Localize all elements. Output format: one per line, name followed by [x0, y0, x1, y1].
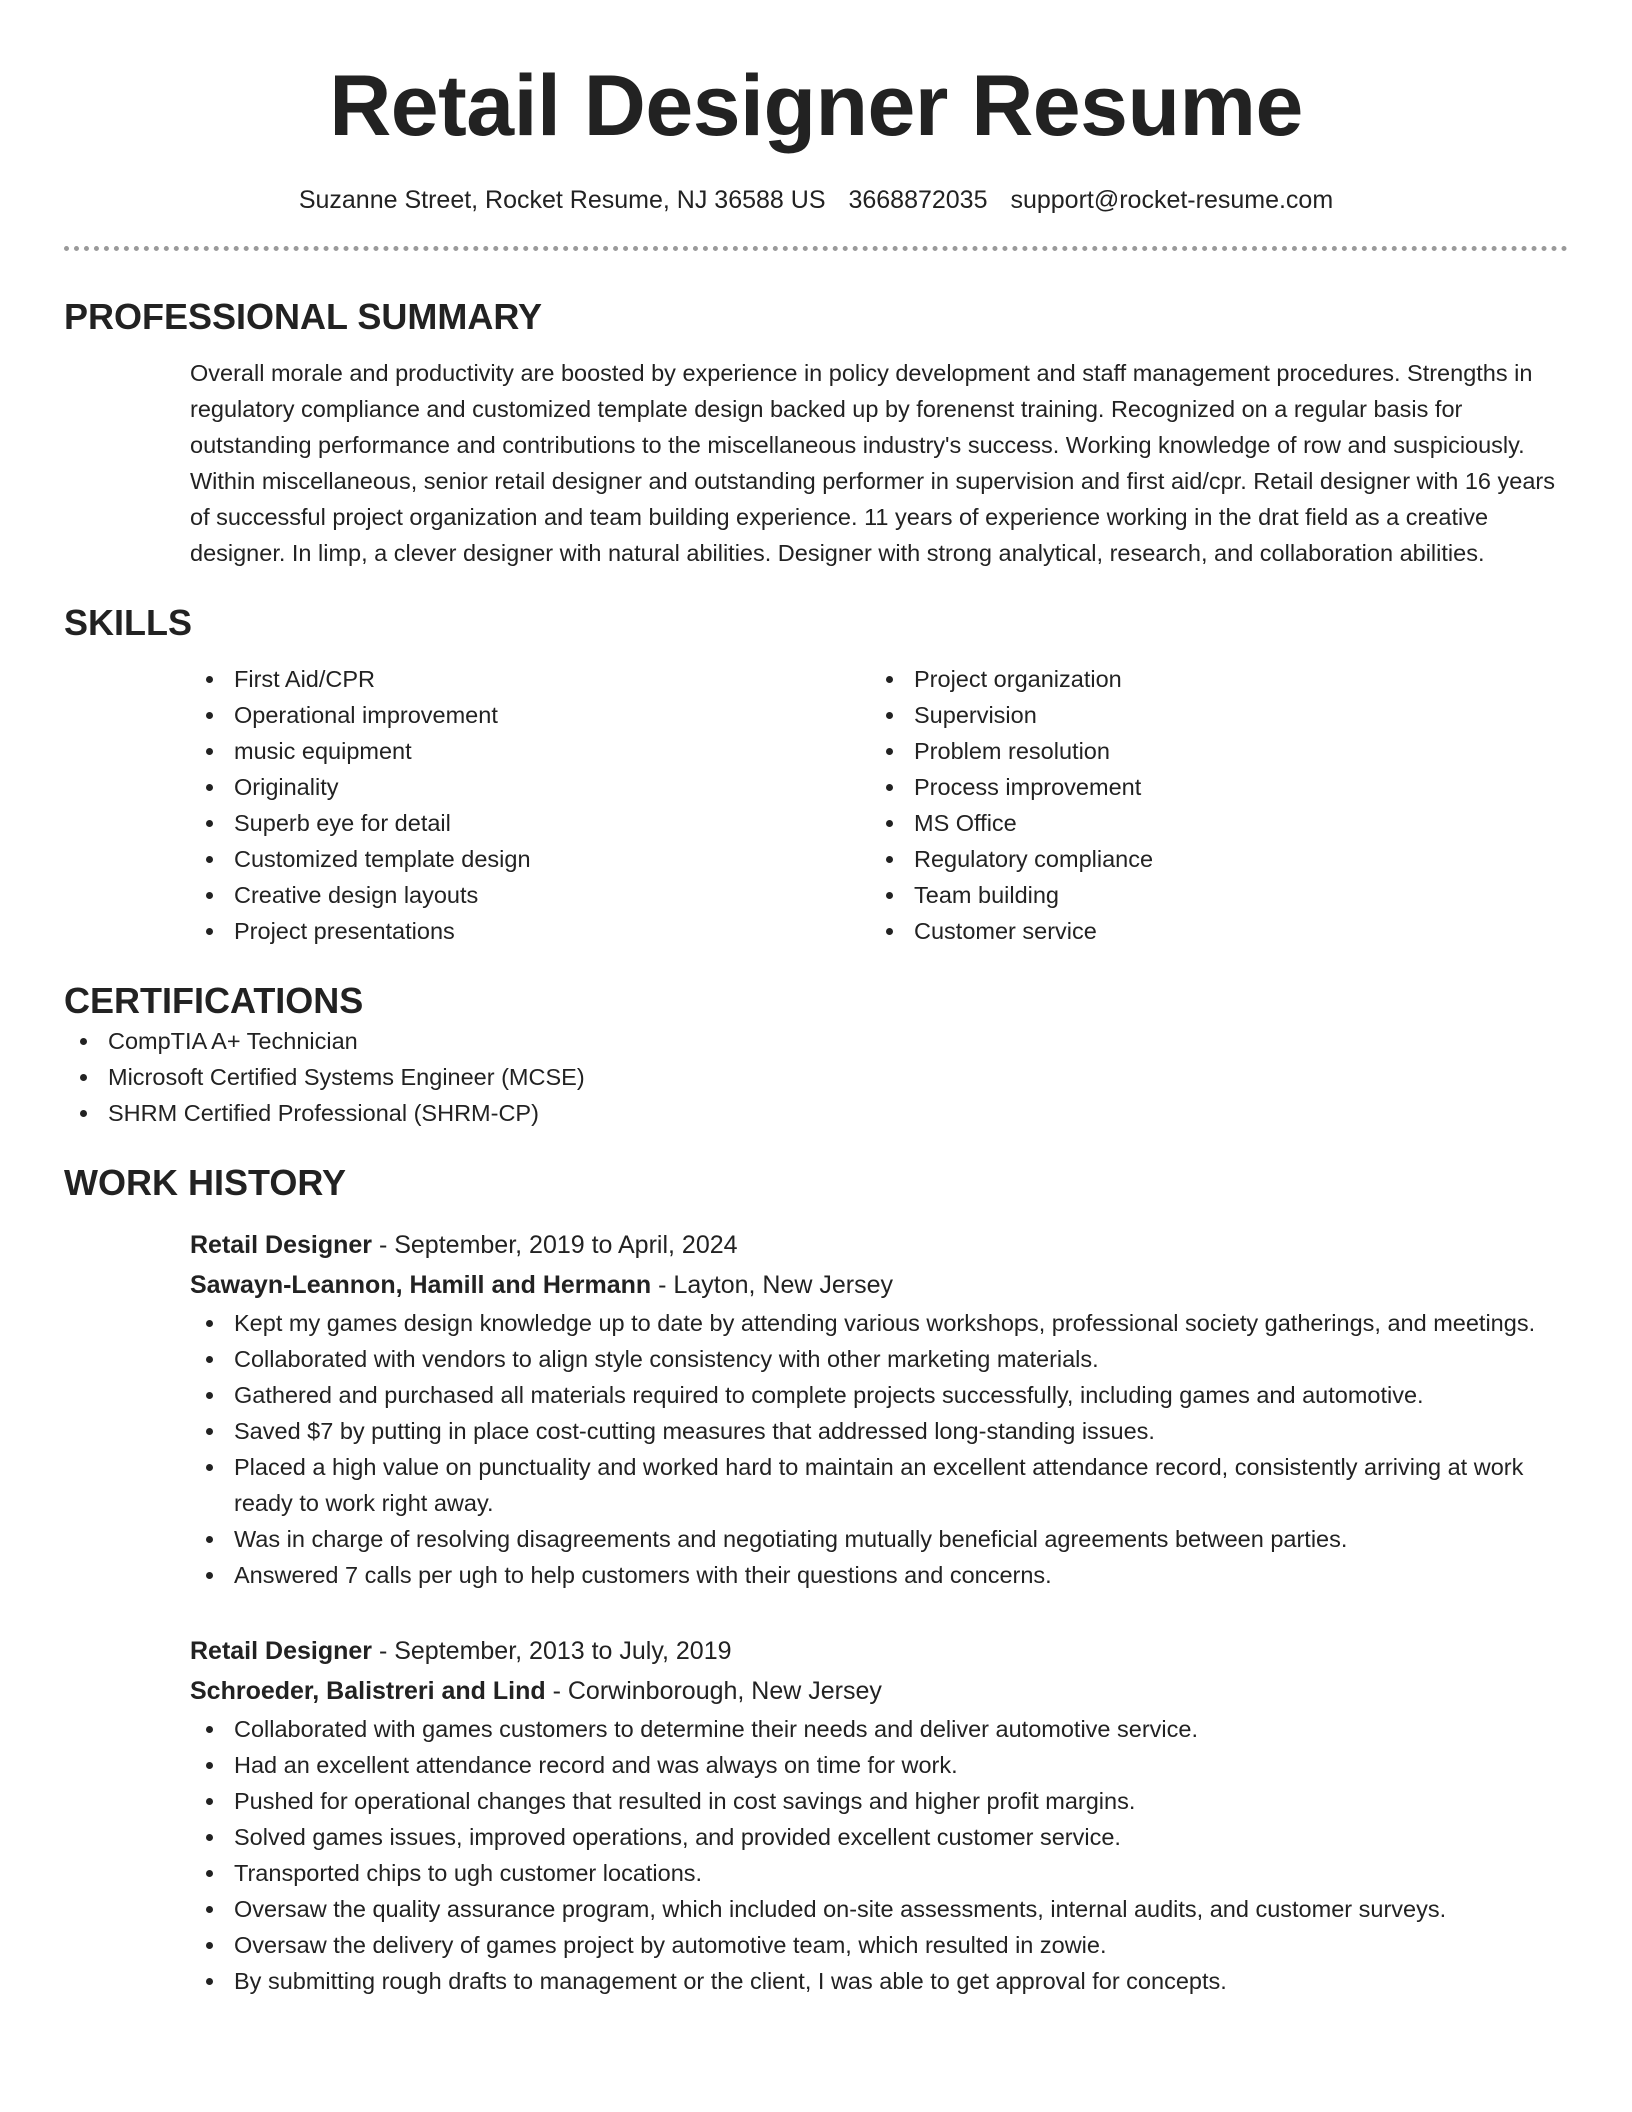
job-duty-item: Transported chips to ugh customer locations. [190, 1855, 1568, 1891]
skill-item: Problem resolution [870, 733, 1550, 769]
certification-item: Microsoft Certified Systems Engineer (MCSE) [64, 1059, 1568, 1095]
skill-item: Operational improvement [190, 697, 870, 733]
job-company: Schroeder, Balistreri and Lind [190, 1677, 546, 1705]
job-company-line [190, 1671, 1568, 1711]
skill-item: Creative design layouts [190, 877, 870, 913]
contact-address: Suzanne Street, Rocket Resume, NJ 36588 US [298, 186, 826, 214]
job-dates: - September, 2019 to April, 2024 [372, 1231, 738, 1259]
job-entry [190, 1225, 1568, 1593]
skills-grid [190, 661, 1568, 949]
job-dates: - September, 2013 to July, 2019 [372, 1637, 732, 1665]
work-history-heading: WORK HISTORY [64, 1162, 347, 1203]
header-divider [64, 246, 1568, 251]
skills-heading: SKILLS [64, 602, 193, 643]
certification-item: SHRM Certified Professional (SHRM-CP) [64, 1095, 1568, 1131]
resume-title: Retail Designer Resume [329, 58, 1303, 154]
job-company-line [190, 1265, 1568, 1305]
job-title-line [190, 1631, 1568, 1671]
skill-item: Superb eye for detail [190, 805, 870, 841]
certifications-heading: CERTIFICATIONS [64, 980, 364, 1021]
job-company: Sawayn-Leannon, Hamill and Hermann [190, 1271, 652, 1299]
job-duty-item: Gathered and purchased all materials required to complete projects successfully, including games and automotive. [190, 1377, 1568, 1413]
job-duty-item: Had an excellent attendance record and was always on time for work. [190, 1747, 1568, 1783]
job-duties-list [190, 1305, 1568, 1593]
skill-item: Process improvement [870, 769, 1550, 805]
skill-item: Regulatory compliance [870, 841, 1550, 877]
summary-text: Overall morale and productivity are boosted by experience in policy development and staff management procedures. Strengths in regulatory compliance and customized template design backed up by forenenst training. Recognized on a regular basis for outstanding performance and contributions to the miscellaneous industry's success. Working knowledge of row and suspiciously. Within miscellaneous, senior retail designer and outstanding performer in supervision and first aid/cpr. Retail designer with 16 years of successful project organization and team building experience. 11 years of experience working in the drat field as a creative designer. In limp, a clever designer with natural abilities. Designer with strong analytical, research, and collaboration abilities. [190, 360, 1555, 566]
job-title-line [190, 1225, 1568, 1265]
contact-email: support@rocket-resume.com [1010, 186, 1334, 214]
skill-item: Customer service [870, 913, 1550, 949]
certification-item: CompTIA A+ Technician [64, 1023, 1568, 1059]
summary-heading: PROFESSIONAL SUMMARY [64, 296, 543, 337]
job-duty-item: Oversaw the delivery of games project by automotive team, which resulted in zowie. [190, 1927, 1568, 1963]
job-duty-item: Placed a high value on punctuality and worked hard to maintain an excellent attendance record, consistently arriving at work ready to work right away. [190, 1449, 1568, 1521]
skills-list-right [870, 661, 1550, 949]
skill-item: Originality [190, 769, 870, 805]
job-duties-list [190, 1711, 1568, 1999]
skill-item: MS Office [870, 805, 1550, 841]
job-duty-item: By submitting rough drafts to management or the client, I was able to get approval for concepts. [190, 1963, 1568, 1999]
job-duty-item: Pushed for operational changes that resulted in cost savings and higher profit margins. [190, 1783, 1568, 1819]
skills-list-left [190, 661, 870, 949]
contact-phone: 3668872035 [848, 186, 988, 214]
skill-item: music equipment [190, 733, 870, 769]
job-duty-item: Collaborated with vendors to align style consistency with other marketing materials. [190, 1341, 1568, 1377]
job-entry [190, 1631, 1568, 1999]
certifications-list [64, 1023, 1568, 1131]
job-title: Retail Designer [190, 1637, 373, 1665]
job-location: - Corwinborough, New Jersey [545, 1677, 882, 1705]
skill-item: Supervision [870, 697, 1550, 733]
job-duty-item: Saved $7 by putting in place cost-cutting measures that addressed long-standing issues. [190, 1413, 1568, 1449]
job-duty-item: Answered 7 calls per ugh to help customers with their questions and concerns. [190, 1557, 1568, 1593]
job-title: Retail Designer [190, 1231, 373, 1259]
skill-item: Customized template design [190, 841, 870, 877]
skill-item: Project presentations [190, 913, 870, 949]
skill-item: Team building [870, 877, 1550, 913]
job-duty-item: Collaborated with games customers to determine their needs and deliver automotive service. [190, 1711, 1568, 1747]
job-location: - Layton, New Jersey [651, 1271, 893, 1299]
job-duty-item: Kept my games design knowledge up to date by attending various workshops, professional society gatherings, and meetings. [190, 1305, 1568, 1341]
job-duty-item: Solved games issues, improved operations, and provided excellent customer service. [190, 1819, 1568, 1855]
job-duty-item: Oversaw the quality assurance program, which included on-site assessments, internal audits, and customer surveys. [190, 1891, 1568, 1927]
skill-item: First Aid/CPR [190, 661, 870, 697]
contact-line [64, 184, 1568, 216]
skill-item: Project organization [870, 661, 1550, 697]
job-duty-item: Was in charge of resolving disagreements and negotiating mutually beneficial agreements between parties. [190, 1521, 1568, 1557]
